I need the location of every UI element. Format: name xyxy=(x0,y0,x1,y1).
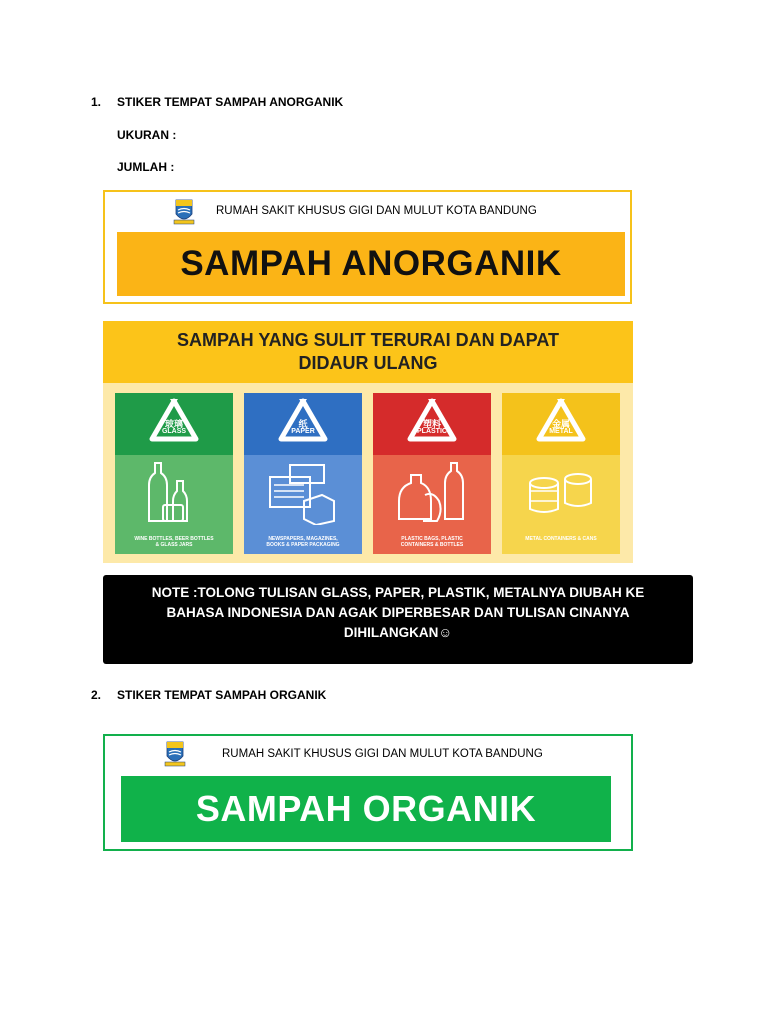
title-bar xyxy=(121,776,611,842)
poster-heading xyxy=(103,329,633,375)
bin-metal xyxy=(502,393,620,554)
note-line-1: NOTE :TOLONG TULISAN GLASS, PAPER, PLASTIK, METALNYA DIUBAH KE xyxy=(151,585,645,600)
bin-paper-caption-line-1: NEWSPAPERS, MAGAZINES, xyxy=(268,536,338,542)
bin-metal-label: METAL xyxy=(549,428,573,435)
bin-glass-header xyxy=(115,393,233,455)
bin-paper-caption-line-2: BOOKS & PAPER PACKAGING xyxy=(266,542,340,548)
section-title-organik: STIKER TEMPAT SAMPAH ORGANIK xyxy=(117,688,327,702)
bandung-emblem-icon xyxy=(172,198,196,226)
note-line-3: DIHILANGKAN☺ xyxy=(343,625,453,640)
recycling-poster xyxy=(103,321,633,563)
list-number-2: 2. xyxy=(91,688,102,702)
bin-plastic-caption xyxy=(375,536,489,548)
bin-metal-body xyxy=(502,455,620,554)
bin-paper-body xyxy=(244,455,362,554)
bandung-emblem-icon xyxy=(163,740,187,768)
bin-plastic-chinese: 塑料 xyxy=(422,420,441,430)
sticker-title: SAMPAH ORGANIK xyxy=(195,788,537,829)
hospital-name: RUMAH SAKIT KHUSUS GIGI DAN MULUT KOTA BANDUNG xyxy=(222,748,543,760)
jumlah-label: JUMLAH : xyxy=(117,160,175,174)
list-number-1: 1. xyxy=(91,95,102,109)
note-box xyxy=(103,575,693,664)
ukuran-label: UKURAN : xyxy=(117,128,177,142)
bin-glass-caption xyxy=(117,536,231,548)
plastic-bottles-icon xyxy=(395,461,469,527)
bin-metal-header xyxy=(502,393,620,455)
glass-bottles-icon xyxy=(141,461,207,525)
title-bar xyxy=(117,232,625,296)
bin-plastic-label: PLASTIC xyxy=(417,428,447,435)
bin-glass-caption-line-2: & GLASS JARS xyxy=(155,542,193,548)
bin-paper-chinese: 纸 xyxy=(298,420,308,430)
sticker-title: SAMPAH ANORGANIK xyxy=(180,244,562,283)
sticker-anorganik xyxy=(103,190,632,304)
metal-cans-icon xyxy=(526,469,596,523)
bin-paper-header xyxy=(244,393,362,455)
hospital-name: RUMAH SAKIT KHUSUS GIGI DAN MULUT KOTA BANDUNG xyxy=(216,205,537,217)
note-line-2: BAHASA INDONESIA DAN AGAK DIPERBESAR DAN TULISAN CINANYA xyxy=(166,605,630,620)
bin-metal-caption xyxy=(504,536,618,542)
bin-glass-body xyxy=(115,455,233,554)
bin-plastic-caption-line-2: CONTAINERS & BOTTLES xyxy=(400,542,464,548)
poster-heading-line-2: DIDAUR ULANG xyxy=(298,353,438,373)
note-text xyxy=(103,583,693,643)
bin-paper-label: PAPER xyxy=(291,428,315,435)
bin-glass xyxy=(115,393,233,554)
bin-plastic xyxy=(373,393,491,554)
bin-plastic-header xyxy=(373,393,491,455)
bin-plastic-body xyxy=(373,455,491,554)
bin-glass-label: GLASS xyxy=(161,428,187,435)
bin-paper-caption xyxy=(246,536,360,548)
sticker-organik xyxy=(103,734,633,851)
bin-metal-chinese: 金属 xyxy=(551,420,570,430)
bin-glass-chinese: 玻璃 xyxy=(164,420,183,430)
section-title-anorganik: STIKER TEMPAT SAMPAH ANORGANIK xyxy=(117,95,344,109)
bin-glass-caption-line-1: WINE BOTTLES, BEER BOTTLES xyxy=(134,536,214,542)
bin-metal-caption-line-1: METAL CONTAINERS & CANS xyxy=(525,536,597,542)
bin-paper xyxy=(244,393,362,554)
poster-heading-line-1: SAMPAH YANG SULIT TERURAI DAN DAPAT xyxy=(176,330,560,350)
bin-plastic-caption-line-1: PLASTIC BAGS, PLASTIC xyxy=(401,536,463,542)
poster-header xyxy=(103,321,633,383)
newspaper-boxes-icon xyxy=(264,461,344,525)
